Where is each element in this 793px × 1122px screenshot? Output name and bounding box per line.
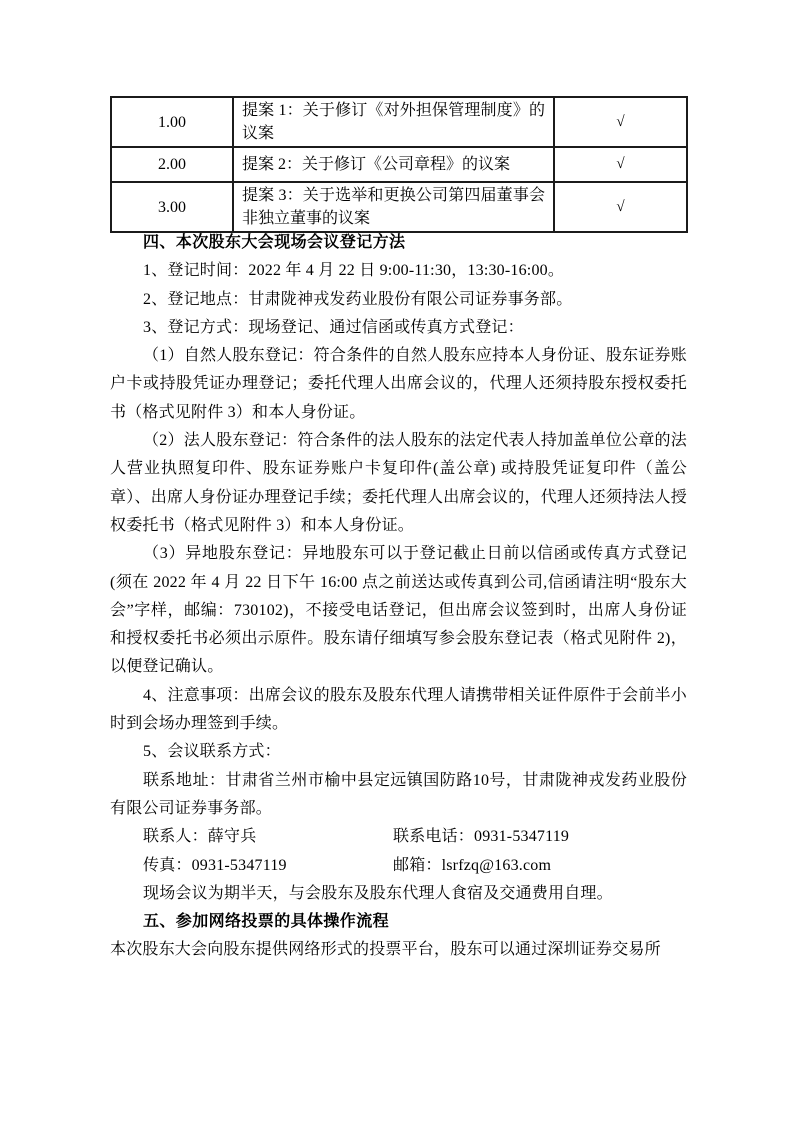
section-heading: 五、参加网络投票的具体操作流程: [143, 913, 390, 931]
proposals-table-body: [111, 97, 687, 232]
contact-row: [110, 852, 687, 880]
proposal-code-cell: 3.00: [111, 182, 233, 232]
paragraph: 本次股东大会向股东提供网络形式的投票平台，股东可以通过深圳证券交易所: [110, 941, 661, 959]
contact-row: [110, 823, 687, 851]
paragraph: （2）法人股东登记：符合条件的法人股东的法定代表人持加盖单位公章的法人营业执照复印件、股东证券账户卡复印件(盖公章) 或持股凭证复印件（盖公章）、出席人身份证办理登记手续；委托代理人出席会议的，代理人还须持法人授权委托书（格式见附件 3）和本人身份证。: [110, 432, 687, 534]
paragraph: 联系地址：甘肃省兰州市榆中县定远镇国防路10号，甘肃陇神戎发药业股份有限公司证券事务部。: [110, 771, 687, 817]
paragraph: 5、会议联系方式：: [143, 743, 281, 761]
proposal-code-cell: 1.00: [111, 97, 233, 147]
paragraph: （3）异地股东登记：异地股东可以于登记截止日前以信函或传真方式登记(须在 2022 年 4 月 22 日下午 16:00 点之前送达或传真到公司,信函请注明“股东大会”字样，邮编：730102)，不接受电话登记，但出席会议签到时，出席人身份证和授权委托书必须出示原件。股东请仔细填写参会股东登记表（格式见附件 2)，以便登记确认。: [110, 545, 687, 676]
vote-check-cell: √: [554, 182, 687, 232]
contact-right-label: 邮箱：lsrfzq@163.com: [393, 856, 552, 874]
paragraph: 3、登记方式：现场登记、通过信函或传真方式登记：: [143, 318, 524, 336]
proposals-table: [110, 96, 688, 233]
proposal-row: [111, 182, 687, 232]
proposal-title-cell: 提案 1：关于修订《对外担保管理制度》的议案: [233, 97, 554, 147]
paragraph: （1）自然人股东登记：符合条件的自然人股东应持本人身份证、股东证券账户卡或持股凭证办理登记；委托代理人出席会议的，代理人还须持股东授权委托书（格式见附件 3）和本人身份证。: [110, 347, 687, 421]
paragraph: 1、登记时间：2022 年 4 月 22 日 9:00-11:30，13:30-16:00。: [143, 262, 565, 280]
proposal-title-cell: 提案 3：关于选举和更换公司第四届董事会非独立董事的议案: [233, 182, 554, 232]
contact-left-label: 传真：0931-5347119: [143, 856, 287, 874]
section-heading: 四、本次股东大会现场会议登记方法: [143, 234, 406, 251]
proposal-title-cell: 提案 2：关于修订《公司章程》的议案: [233, 147, 554, 182]
vote-check-cell: √: [554, 147, 687, 182]
proposal-row: [111, 97, 687, 147]
contact-right-label: 联系电话：0931-5347119: [393, 828, 570, 846]
paragraph: 2、登记地点：甘肃陇神戎发药业股份有限公司证券事务部。: [143, 290, 573, 308]
proposal-row: [111, 147, 687, 182]
paragraph: 4、注意事项：出席会议的股东及股东代理人请携带相关证件原件于会前半小时到会场办理签到手续。: [110, 686, 687, 733]
contact-left-label: 联系人：薛守兵: [143, 828, 257, 846]
vote-check-cell: √: [554, 97, 687, 147]
proposal-code-cell: 2.00: [111, 147, 233, 182]
paragraph: 现场会议为期半天，与会股东及股东代理人食宿及交通费用自理。: [143, 884, 613, 902]
document-body: [110, 229, 687, 965]
